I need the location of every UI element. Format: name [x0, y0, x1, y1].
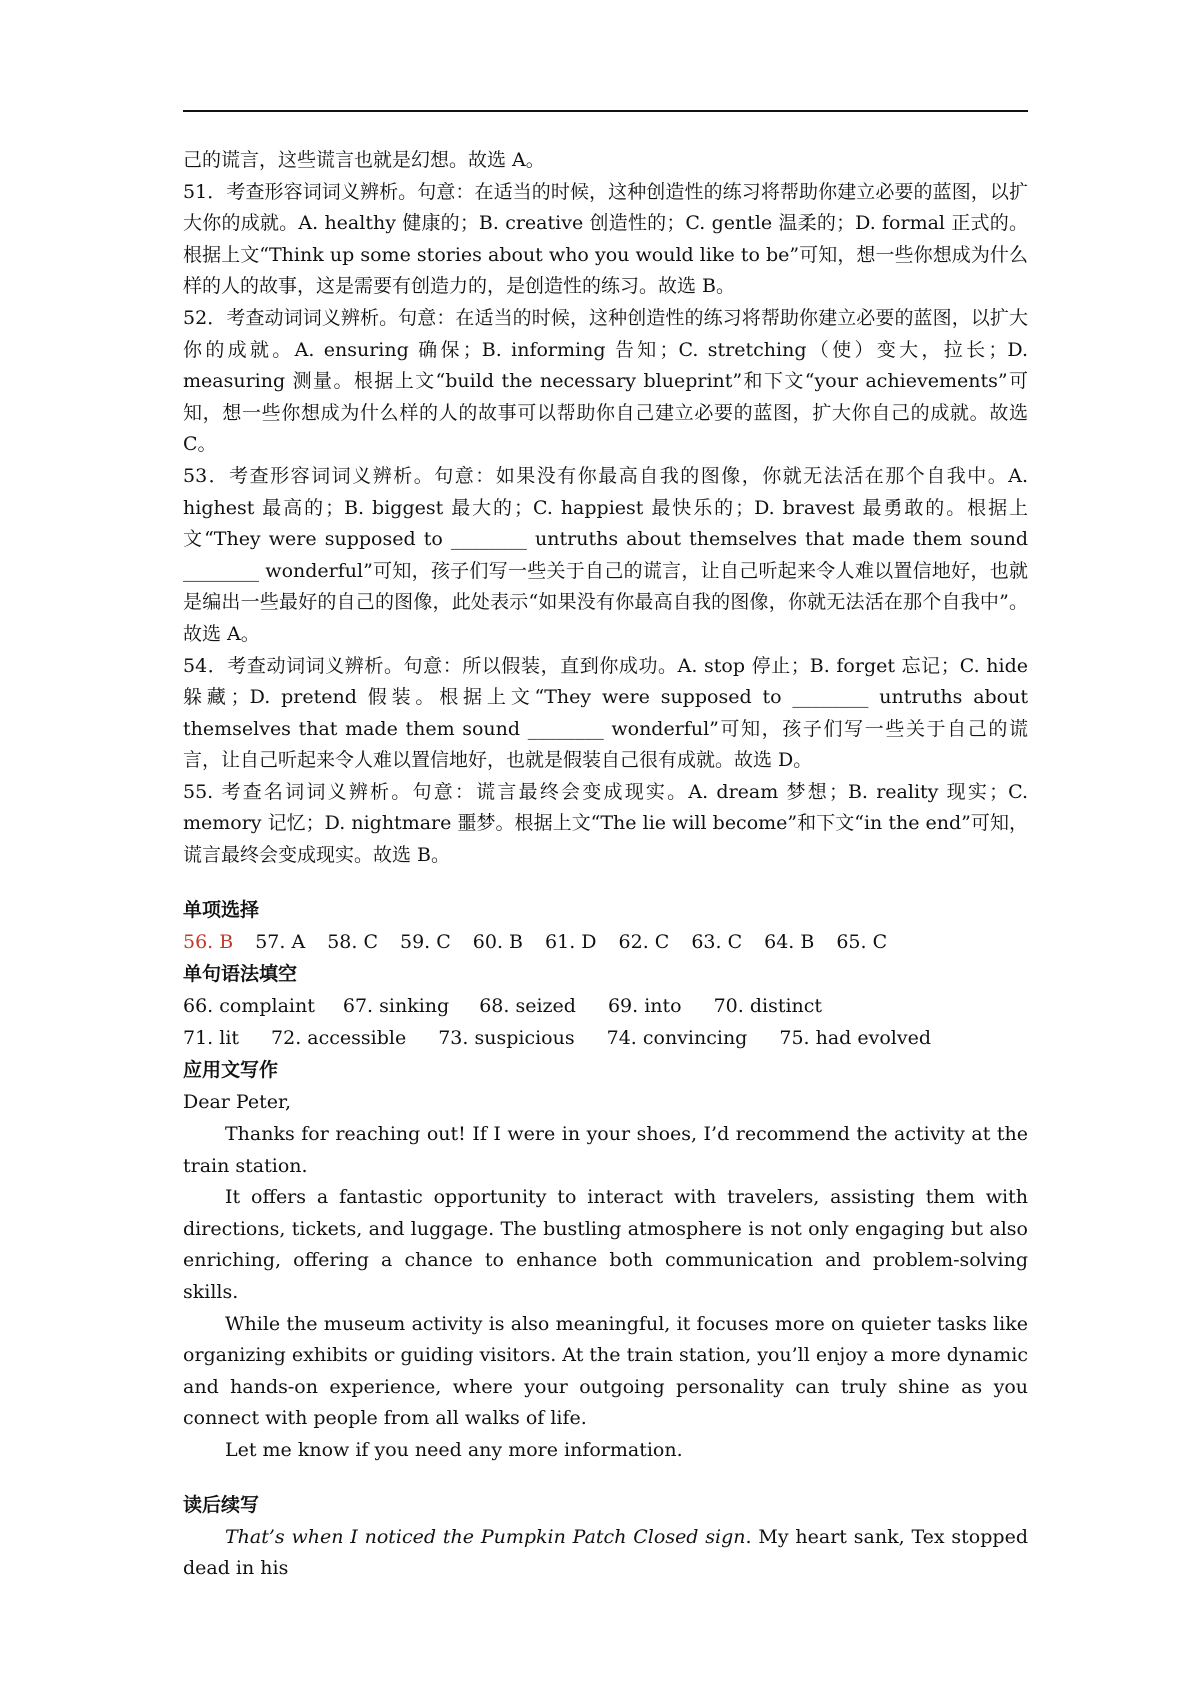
answer-66: 66. complaint	[183, 995, 315, 1018]
practical-writing-heading: 应用文写作	[183, 1059, 279, 1082]
letter-paragraph-2: It offers a fantastic opportunity to interact with travelers, assisting them with directions, tickets, and luggage. The bustling atmosphere is not only engaging but also enriching, offering a chance to enhance both communication and problem-solving skills.	[183, 1186, 1028, 1303]
letter-paragraph-3: While the museum activity is also meaningful, it focuses more on quieter tasks like organizing exhibits or guiding visitors. At the train station, you’ll enjoy a more dynamic and hands-on experience, where your outgoing personality can truly shine as you connect with people from all walks of life.	[183, 1312, 1028, 1430]
answer-75: 75. had evolved	[779, 1026, 932, 1049]
document-body	[183, 145, 1028, 1585]
answer-65: 65. C	[836, 930, 888, 953]
explanation-55: 55. 考查名词词义辨析。句意：谎言最终会变成现实。A. dream 梦想；B. reality 现实；C. memory 记忆；D. nightmare 噩梦。根据上文“The lie will become”和下文“in the end”可知，谎言最终会变成现实。故选 B。	[183, 780, 1028, 867]
answer-67: 67. sinking	[342, 995, 450, 1018]
grammar-fill-row-1	[183, 991, 1028, 1023]
single-choice-heading: 单项选择	[183, 898, 260, 921]
answer-64: 64. B	[764, 930, 815, 953]
single-choice-answers	[183, 927, 1028, 959]
continuation-rest: . My heart sank, Tex stopped dead in his	[183, 1525, 1028, 1580]
answer-56: 56. B	[183, 930, 234, 953]
answer-71: 71. lit	[183, 1026, 240, 1049]
explanation-51: 51．考查形容词词义辨析。句意：在适当的时候，这种创造性的练习将帮助你建立必要的蓝图，以扩大你的成就。A. healthy 健康的；B. creative 创造性的；C. gentle 温柔的；D. formal 正式的。根据上文“Think up some stories about who you would like to be”可知，想一些你想成为什么样的人的故事，这是需要有创造力的，是创造性的练习。故选 B。	[183, 180, 1028, 298]
answer-73: 73. suspicious	[438, 1026, 575, 1049]
explanation-50-tail: 己的谎言，这些谎言也就是幻想。故选 A。	[183, 149, 545, 171]
grammar-fill-row-2	[183, 1023, 1028, 1055]
continuation-paragraph	[183, 1522, 1028, 1585]
answer-59: 59. C	[400, 930, 451, 953]
letter-paragraph-4: Let me know if you need any more information.	[225, 1438, 683, 1461]
answer-68: 68. seized	[479, 995, 576, 1018]
answer-62: 62. C	[618, 930, 670, 953]
answer-60: 60. B	[472, 930, 524, 953]
grammar-fill-heading: 单句语法填空	[183, 963, 298, 986]
header-rule	[183, 110, 1028, 112]
continuation-writing-heading: 读后续写	[183, 1493, 260, 1516]
answer-74: 74. convincing	[606, 1026, 748, 1049]
letter-salutation: Dear Peter,	[183, 1091, 292, 1114]
explanation-54: 54．考查动词词义辨析。句意：所以假装，直到你成功。A. stop 停止；B. forget 忘记；C. hide 躲藏；D. pretend 假装。根据上文“They were supposed to ________ untruths about themselves that made them sound ________ wonderful”可知，孩子们写一些关于自己的谎言，让自己听起来令人难以置信地好，也就是假装自己很有成就。故选 D。	[183, 654, 1028, 772]
answer-61: 61. D	[545, 930, 597, 953]
letter	[183, 1087, 1028, 1466]
answer-57: 57. A	[255, 930, 306, 953]
letter-paragraph-1: Thanks for reaching out! If I were in your shoes, I’d recommend the activity at the train station.	[183, 1123, 1028, 1177]
answer-70: 70. distinct	[713, 995, 823, 1018]
explanation-52: 52．考查动词词义辨析。句意：在适当的时候，这种创造性的练习将帮助你建立必要的蓝图，以扩大你的成就。A. ensuring 确保；B. informing 告知；C. stretching（使）变大，拉长；D. measuring 测量。根据上文“build the necessary blueprint”和下文“your achievements”可知，想一些你想成为什么样的人的故事可以帮助你自己建立必要的蓝图，扩大你自己的成就。故选 C。	[183, 306, 1028, 456]
answer-58: 58. C	[327, 930, 378, 953]
continuation-italic-opening: That’s when I noticed the Pumpkin Patch Closed sign	[225, 1525, 746, 1548]
answer-69: 69. into	[607, 995, 682, 1018]
explanation-53: 53．考查形容词词义辨析。句意：如果没有你最高自我的图像，你就无法活在那个自我中。A. highest 最高的；B. biggest 最大的；C. happiest 最快乐的；D. bravest 最勇敢的。根据上文“They were supposed to ________ untruths about themselves that made them sound ________ wonderful”可知，孩子们写一些关于自己的谎言，让自己听起来令人难以置信地好，也就是编出一些最好的自己的图像，此处表示“如果没有你最高自我的图像，你就无法活在那个自我中”。故选 A。	[183, 464, 1028, 645]
answer-72: 72. accessible	[271, 1026, 407, 1049]
answer-63: 63. C	[691, 930, 743, 953]
